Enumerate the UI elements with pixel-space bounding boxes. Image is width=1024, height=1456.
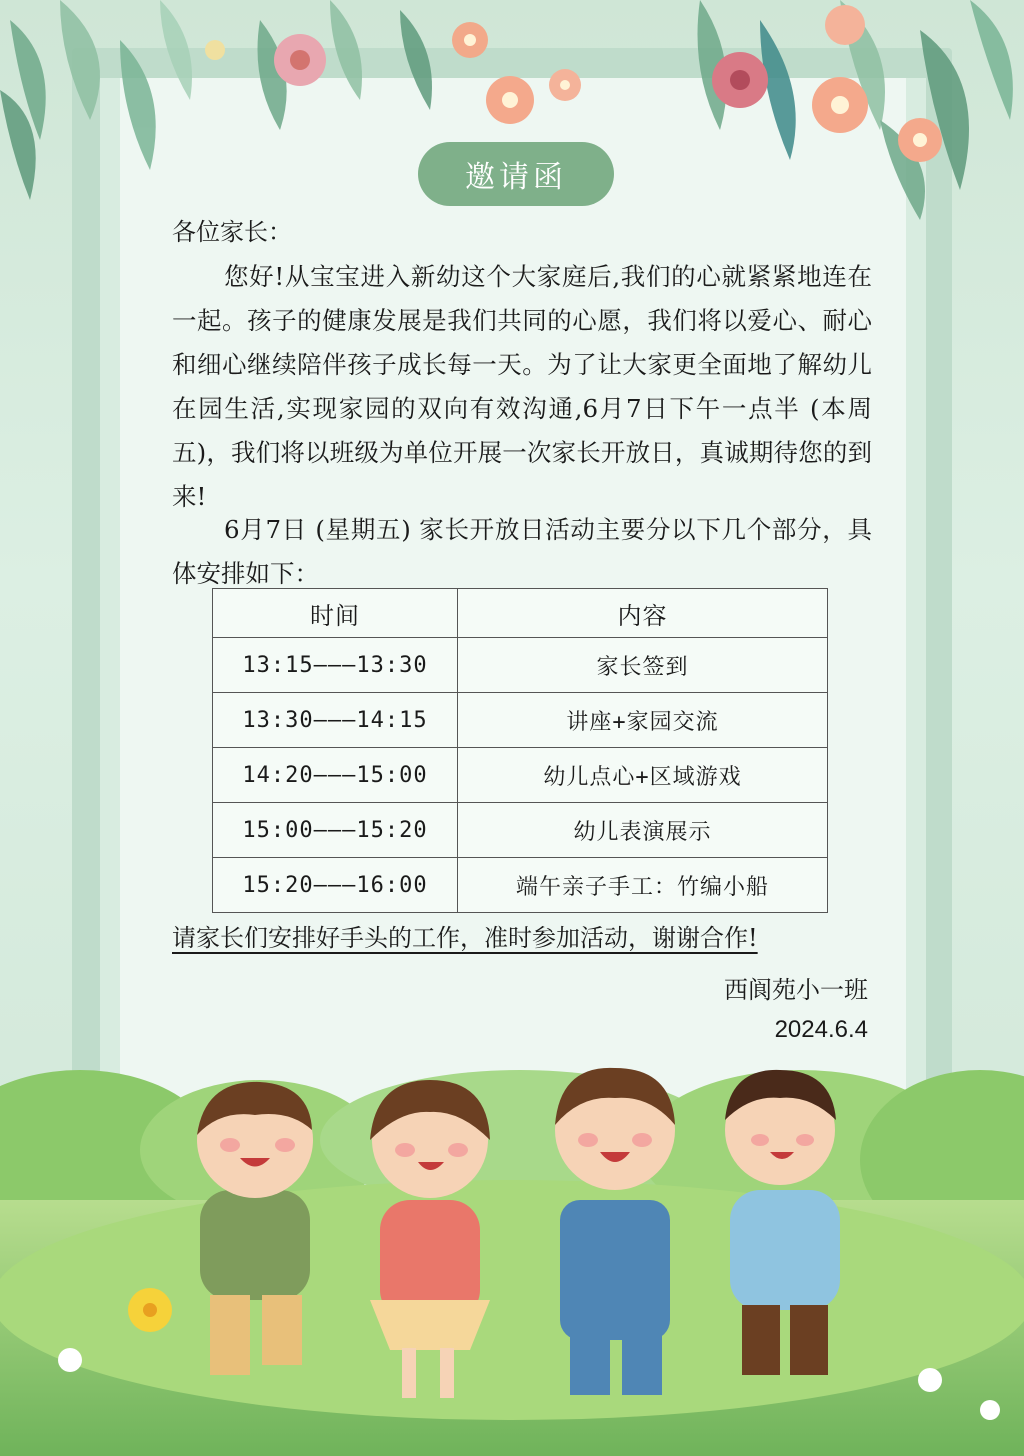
schedule-table	[212, 588, 828, 913]
date: 2024.6.4	[774, 1016, 868, 1043]
table-row	[213, 693, 828, 748]
invitation-title: 邀请函	[418, 142, 614, 206]
row-content: 幼儿点心+区域游戏	[458, 748, 828, 803]
signature: 西阆苑小一班	[724, 976, 868, 1004]
row-time: 13:30———14:15	[213, 693, 458, 748]
greeting: 各位家长：	[172, 218, 292, 246]
paragraph-intro: 您好!从宝宝进入新幼这个大家庭后,我们的心就紧紧地连在一起。孩子的健康发展是我们共同的心愿，我们将以爱心、耐心和细心继续陪伴孩子成长每一天。为了让大家更全面地了解幼儿在园生活,实现家园的双向有效沟通,6月7日下午一点半 (本周五)，我们将以班级为单位开展一次家长开放日，真诚期待您的到来!	[172, 262, 872, 511]
column-header-time: 时间	[213, 589, 458, 638]
row-time: 13:15———13:30	[213, 638, 458, 693]
paper-edge-right	[906, 78, 926, 1138]
row-content: 家长签到	[458, 638, 828, 693]
table-row	[213, 803, 828, 858]
row-content: 端午亲子手工：竹编小船	[458, 858, 828, 913]
row-content: 讲座+家园交流	[458, 693, 828, 748]
children-illustration	[0, 1040, 1024, 1456]
table-header-row	[213, 589, 828, 638]
paragraph-schedule-intro: 6月7日 (星期五) 家长开放日活动主要分以下几个部分，具体安排如下：	[172, 515, 872, 588]
row-time: 15:20———16:00	[213, 858, 458, 913]
table-row	[213, 748, 828, 803]
row-time: 15:00———15:20	[213, 803, 458, 858]
paper-edge-left	[100, 78, 120, 1138]
flower-icon	[205, 5, 942, 162]
column-header-content: 内容	[458, 589, 828, 638]
row-time: 14:20———15:00	[213, 748, 458, 803]
table-row	[213, 858, 828, 913]
table-row	[213, 638, 828, 693]
row-content: 幼儿表演展示	[458, 803, 828, 858]
closing-note: 请家长们安排好手头的工作，准时参加活动，谢谢合作!	[172, 924, 758, 952]
